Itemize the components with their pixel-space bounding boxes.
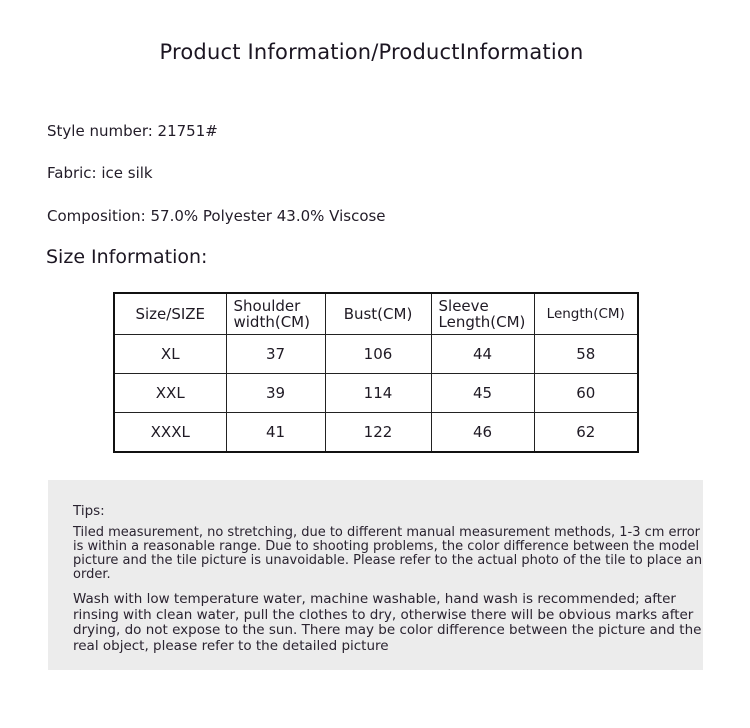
cell-size: XXL [114,374,226,413]
table-row [114,374,638,413]
size-table [113,292,639,453]
cell-bust: 122 [325,413,431,453]
header-length: Length(CM) [534,293,638,335]
tips-box [48,480,703,670]
header-sleeve-length: Sleeve Length(CM) [431,293,534,335]
header-shoulder-width: Shoulder width(CM) [226,293,325,335]
page-title: Product Information/ProductInformation [159,40,584,64]
size-information-heading: Size Information: [46,246,208,268]
cell-length: 58 [534,335,638,374]
cell-sleeve: 46 [431,413,534,453]
cell-shoulder: 39 [226,374,325,413]
composition-info: Composition: 57.0% Polyester 43.0% Viscose [47,207,386,225]
cell-size: XXXL [114,413,226,453]
tips-paragraph-measurement: Tiled measurement, no stretching, due to different manual measurement methods, 1-3 cm error is within a reasonable range. Due to shooting problems, the color difference between the model picture and the tile picture is unavoidable. Please refer to the actual photo of the tile to place an order. [73,525,703,582]
table-row [114,413,638,453]
table-header-row [114,293,638,335]
cell-bust: 106 [325,335,431,374]
cell-length: 62 [534,413,638,453]
cell-length: 60 [534,374,638,413]
table-row [114,335,638,374]
cell-bust: 114 [325,374,431,413]
cell-size: XL [114,335,226,374]
tips-paragraph-washing: Wash with low temperature water, machine washable, hand wash is recommended; after rinsing with clean water, pull the clothes to dry, otherwise there will be obvious marks after drying, do not expose to the sun. There may be color difference between the picture and the real object, please refer to the detailed picture [73,591,702,654]
header-bust: Bust(CM) [325,293,431,335]
header-size: Size/SIZE [114,293,226,335]
cell-shoulder: 37 [226,335,325,374]
tips-title: Tips: [73,503,105,519]
style-number: Style number: 21751# [47,122,218,140]
fabric-info: Fabric: ice silk [47,164,153,182]
cell-sleeve: 45 [431,374,534,413]
cell-sleeve: 44 [431,335,534,374]
cell-shoulder: 41 [226,413,325,453]
